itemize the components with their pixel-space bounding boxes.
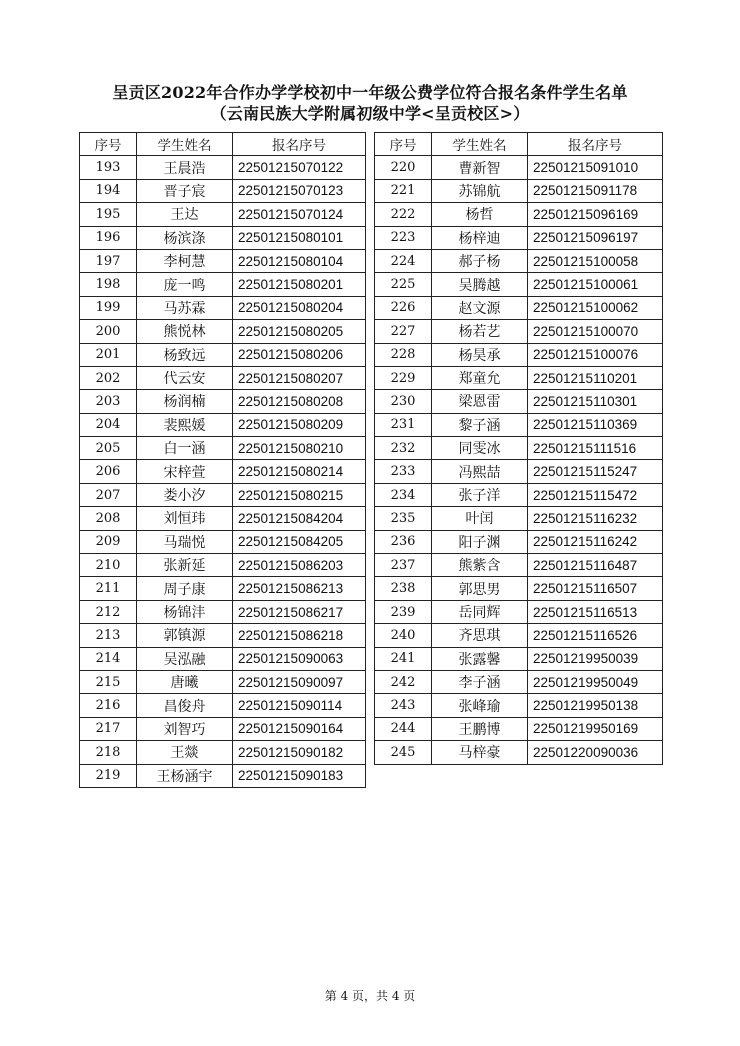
cell-student-name: 齐思琪 bbox=[432, 624, 528, 647]
cell-student-name: 同雯冰 bbox=[432, 437, 528, 460]
table-row bbox=[80, 343, 366, 366]
student-table-right bbox=[374, 132, 663, 765]
table-row bbox=[80, 694, 366, 717]
cell-student-name: 王燚 bbox=[137, 741, 233, 764]
table-row bbox=[80, 273, 366, 296]
cell-student-name: 娄小汐 bbox=[137, 483, 233, 506]
cell-reg-no: 22501215086213 bbox=[233, 577, 366, 600]
table-row bbox=[375, 366, 663, 389]
cell-student-name: 叶闰 bbox=[432, 507, 528, 530]
table-row bbox=[80, 507, 366, 530]
cell-reg-no: 22501215080209 bbox=[233, 413, 366, 436]
cell-student-name: 马瑞悦 bbox=[137, 530, 233, 553]
cell-index: 238 bbox=[375, 577, 432, 600]
table-row bbox=[80, 483, 366, 506]
cell-reg-no: 22501215080214 bbox=[233, 460, 366, 483]
cell-student-name: 郝子杨 bbox=[432, 249, 528, 272]
cell-index: 195 bbox=[80, 203, 137, 226]
cell-reg-no: 22501215080206 bbox=[233, 343, 366, 366]
table-row bbox=[375, 600, 663, 623]
table-row bbox=[375, 156, 663, 179]
cell-index: 243 bbox=[375, 694, 432, 717]
cell-student-name: 庞一鸣 bbox=[137, 273, 233, 296]
cell-index: 231 bbox=[375, 413, 432, 436]
cell-student-name: 吴腾越 bbox=[432, 273, 528, 296]
cell-reg-no: 22501215080215 bbox=[233, 483, 366, 506]
cell-reg-no: 22501215086217 bbox=[233, 600, 366, 623]
table-row bbox=[80, 156, 366, 179]
cell-reg-no: 22501219950049 bbox=[528, 670, 663, 693]
table-row bbox=[375, 554, 663, 577]
cell-index: 198 bbox=[80, 273, 137, 296]
table-row bbox=[80, 320, 366, 343]
cell-index: 221 bbox=[375, 179, 432, 202]
cell-index: 220 bbox=[375, 156, 432, 179]
cell-reg-no: 22501215100058 bbox=[528, 249, 663, 272]
cell-student-name: 杨梓迪 bbox=[432, 226, 528, 249]
cell-index: 242 bbox=[375, 670, 432, 693]
cell-student-name: 王杨涵宇 bbox=[137, 764, 233, 787]
cell-reg-no: 22501215080101 bbox=[233, 226, 366, 249]
cell-reg-no: 22501215080205 bbox=[233, 320, 366, 343]
cell-index: 193 bbox=[80, 156, 137, 179]
cell-reg-no: 22501215100070 bbox=[528, 320, 663, 343]
table-row bbox=[375, 460, 663, 483]
cell-student-name: 冯熙喆 bbox=[432, 460, 528, 483]
cell-student-name: 王晨浩 bbox=[137, 156, 233, 179]
cell-reg-no: 22501215080201 bbox=[233, 273, 366, 296]
table-row bbox=[80, 460, 366, 483]
cell-index: 228 bbox=[375, 343, 432, 366]
cell-reg-no: 22501215116242 bbox=[528, 530, 663, 553]
document-title: 呈贡区2022年合作办学学校初中一年级公费学位符合报名条件学生名单 bbox=[112, 83, 628, 102]
table-row bbox=[375, 437, 663, 460]
cell-index: 208 bbox=[80, 507, 137, 530]
table-row bbox=[80, 647, 366, 670]
cell-student-name: 马苏霖 bbox=[137, 296, 233, 319]
cell-index: 194 bbox=[80, 179, 137, 202]
cell-student-name: 黎子涵 bbox=[432, 413, 528, 436]
cell-index: 214 bbox=[80, 647, 137, 670]
table-row bbox=[375, 296, 663, 319]
cell-student-name: 杨昊承 bbox=[432, 343, 528, 366]
cell-student-name: 昌俊舟 bbox=[137, 694, 233, 717]
cell-reg-no: 22501215090164 bbox=[233, 717, 366, 740]
cell-reg-no: 22501215096169 bbox=[528, 203, 663, 226]
cell-index: 219 bbox=[80, 764, 137, 787]
cell-index: 197 bbox=[80, 249, 137, 272]
table-row bbox=[80, 296, 366, 319]
table-row bbox=[375, 647, 663, 670]
cell-student-name: 岳同辉 bbox=[432, 600, 528, 623]
cell-index: 217 bbox=[80, 717, 137, 740]
cell-reg-no: 22501215070123 bbox=[233, 179, 366, 202]
cell-index: 222 bbox=[375, 203, 432, 226]
table-row bbox=[80, 764, 366, 787]
cell-student-name: 马梓豪 bbox=[432, 741, 528, 764]
cell-reg-no: 22501215100062 bbox=[528, 296, 663, 319]
cell-student-name: 郑童允 bbox=[432, 366, 528, 389]
table-row bbox=[80, 249, 366, 272]
table-row bbox=[80, 203, 366, 226]
table-row bbox=[80, 670, 366, 693]
cell-index: 207 bbox=[80, 483, 137, 506]
cell-student-name: 李子涵 bbox=[432, 670, 528, 693]
cell-student-name: 张峰瑜 bbox=[432, 694, 528, 717]
table-row bbox=[375, 343, 663, 366]
cell-index: 206 bbox=[80, 460, 137, 483]
table-row bbox=[375, 179, 663, 202]
table-row bbox=[80, 741, 366, 764]
cell-student-name: 阳子渊 bbox=[432, 530, 528, 553]
cell-student-name: 李柯慧 bbox=[137, 249, 233, 272]
cell-student-name: 杨哲 bbox=[432, 203, 528, 226]
cell-student-name: 白一涵 bbox=[137, 437, 233, 460]
table-row bbox=[80, 437, 366, 460]
cell-reg-no: 22501215070124 bbox=[233, 203, 366, 226]
table-row bbox=[80, 624, 366, 647]
table-row bbox=[375, 670, 663, 693]
column-header-reg-no: 报名序号 bbox=[233, 133, 366, 156]
cell-reg-no: 22501215111516 bbox=[528, 437, 663, 460]
cell-index: 235 bbox=[375, 507, 432, 530]
cell-reg-no: 22501215070122 bbox=[233, 156, 366, 179]
table-row bbox=[375, 320, 663, 343]
cell-student-name: 裴熙媛 bbox=[137, 413, 233, 436]
cell-index: 210 bbox=[80, 554, 137, 577]
cell-reg-no: 22501215090097 bbox=[233, 670, 366, 693]
cell-index: 196 bbox=[80, 226, 137, 249]
table-row bbox=[80, 600, 366, 623]
cell-reg-no: 22501215116232 bbox=[528, 507, 663, 530]
cell-reg-no: 22501215086218 bbox=[233, 624, 366, 647]
table-row bbox=[375, 413, 663, 436]
table-row bbox=[80, 226, 366, 249]
table-row bbox=[375, 273, 663, 296]
table-header-row bbox=[80, 133, 366, 156]
cell-reg-no: 22501215080204 bbox=[233, 296, 366, 319]
cell-student-name: 周子康 bbox=[137, 577, 233, 600]
cell-index: 227 bbox=[375, 320, 432, 343]
cell-reg-no: 22501220090036 bbox=[528, 741, 663, 764]
cell-index: 209 bbox=[80, 530, 137, 553]
cell-student-name: 杨滨涤 bbox=[137, 226, 233, 249]
cell-index: 223 bbox=[375, 226, 432, 249]
cell-index: 200 bbox=[80, 320, 137, 343]
table-header-row bbox=[375, 133, 663, 156]
cell-reg-no: 22501215091010 bbox=[528, 156, 663, 179]
cell-reg-no: 22501215086203 bbox=[233, 554, 366, 577]
cell-reg-no: 22501215090114 bbox=[233, 694, 366, 717]
student-table-left bbox=[79, 132, 366, 788]
cell-student-name: 杨润楠 bbox=[137, 390, 233, 413]
cell-reg-no: 22501215116507 bbox=[528, 577, 663, 600]
cell-reg-no: 22501215110369 bbox=[528, 413, 663, 436]
cell-student-name: 张新延 bbox=[137, 554, 233, 577]
cell-student-name: 赵文源 bbox=[432, 296, 528, 319]
cell-index: 212 bbox=[80, 600, 137, 623]
table-row bbox=[375, 390, 663, 413]
cell-student-name: 郭思男 bbox=[432, 577, 528, 600]
table-row bbox=[80, 530, 366, 553]
cell-index: 202 bbox=[80, 366, 137, 389]
table-row bbox=[375, 530, 663, 553]
cell-reg-no: 22501215115247 bbox=[528, 460, 663, 483]
cell-reg-no: 22501215096197 bbox=[528, 226, 663, 249]
page-number: 第 4 页，共 4 页 bbox=[324, 989, 416, 1003]
cell-index: 215 bbox=[80, 670, 137, 693]
cell-reg-no: 22501215080210 bbox=[233, 437, 366, 460]
table-row bbox=[80, 366, 366, 389]
cell-index: 230 bbox=[375, 390, 432, 413]
cell-student-name: 张露馨 bbox=[432, 647, 528, 670]
cell-reg-no: 22501215116487 bbox=[528, 554, 663, 577]
cell-index: 232 bbox=[375, 437, 432, 460]
cell-index: 244 bbox=[375, 717, 432, 740]
table-row bbox=[375, 483, 663, 506]
cell-student-name: 杨致远 bbox=[137, 343, 233, 366]
table-row bbox=[80, 554, 366, 577]
cell-index: 236 bbox=[375, 530, 432, 553]
table-row bbox=[375, 741, 663, 764]
cell-reg-no: 22501215116513 bbox=[528, 600, 663, 623]
cell-index: 241 bbox=[375, 647, 432, 670]
cell-student-name: 王达 bbox=[137, 203, 233, 226]
cell-student-name: 吴泓融 bbox=[137, 647, 233, 670]
cell-index: 205 bbox=[80, 437, 137, 460]
column-header-reg-no: 报名序号 bbox=[528, 133, 663, 156]
cell-student-name: 宋梓萱 bbox=[137, 460, 233, 483]
cell-index: 245 bbox=[375, 741, 432, 764]
cell-reg-no: 22501215084205 bbox=[233, 530, 366, 553]
cell-student-name: 刘恒玮 bbox=[137, 507, 233, 530]
cell-index: 226 bbox=[375, 296, 432, 319]
cell-index: 204 bbox=[80, 413, 137, 436]
cell-index: 234 bbox=[375, 483, 432, 506]
table-row bbox=[80, 577, 366, 600]
table-row bbox=[80, 413, 366, 436]
table-row bbox=[80, 390, 366, 413]
cell-reg-no: 22501215090182 bbox=[233, 741, 366, 764]
cell-index: 213 bbox=[80, 624, 137, 647]
cell-reg-no: 22501215080207 bbox=[233, 366, 366, 389]
column-header-name: 学生姓名 bbox=[137, 133, 233, 156]
cell-index: 233 bbox=[375, 460, 432, 483]
cell-reg-no: 22501219950039 bbox=[528, 647, 663, 670]
cell-student-name: 唐曦 bbox=[137, 670, 233, 693]
cell-index: 225 bbox=[375, 273, 432, 296]
cell-index: 216 bbox=[80, 694, 137, 717]
cell-reg-no: 22501215100076 bbox=[528, 343, 663, 366]
table-row bbox=[375, 694, 663, 717]
cell-reg-no: 22501215100061 bbox=[528, 273, 663, 296]
table-row bbox=[375, 249, 663, 272]
cell-student-name: 晋子宸 bbox=[137, 179, 233, 202]
cell-reg-no: 22501215090063 bbox=[233, 647, 366, 670]
cell-index: 224 bbox=[375, 249, 432, 272]
cell-student-name: 郭镇源 bbox=[137, 624, 233, 647]
cell-reg-no: 22501215115472 bbox=[528, 483, 663, 506]
cell-student-name: 曹新智 bbox=[432, 156, 528, 179]
table-row bbox=[80, 717, 366, 740]
cell-index: 211 bbox=[80, 577, 137, 600]
cell-index: 237 bbox=[375, 554, 432, 577]
table-row bbox=[375, 226, 663, 249]
table-row bbox=[80, 179, 366, 202]
cell-reg-no: 22501219950169 bbox=[528, 717, 663, 740]
cell-reg-no: 22501215090183 bbox=[233, 764, 366, 787]
cell-student-name: 刘智巧 bbox=[137, 717, 233, 740]
cell-index: 240 bbox=[375, 624, 432, 647]
document-subtitle: （云南民族大学附属初级中学<呈贡校区>） bbox=[210, 104, 530, 123]
student-table-left-body bbox=[80, 156, 366, 788]
cell-reg-no: 22501215116526 bbox=[528, 624, 663, 647]
cell-index: 239 bbox=[375, 600, 432, 623]
cell-student-name: 代云安 bbox=[137, 366, 233, 389]
column-header-index: 序号 bbox=[375, 133, 432, 156]
cell-reg-no: 22501215110201 bbox=[528, 366, 663, 389]
cell-student-name: 张子洋 bbox=[432, 483, 528, 506]
cell-index: 199 bbox=[80, 296, 137, 319]
table-row bbox=[375, 577, 663, 600]
cell-index: 229 bbox=[375, 366, 432, 389]
column-header-index: 序号 bbox=[80, 133, 137, 156]
cell-index: 218 bbox=[80, 741, 137, 764]
cell-reg-no: 22501215110301 bbox=[528, 390, 663, 413]
cell-reg-no: 22501215084204 bbox=[233, 507, 366, 530]
cell-student-name: 杨锦沣 bbox=[137, 600, 233, 623]
table-row bbox=[375, 507, 663, 530]
cell-index: 203 bbox=[80, 390, 137, 413]
table-row bbox=[375, 624, 663, 647]
cell-student-name: 杨若艺 bbox=[432, 320, 528, 343]
cell-reg-no: 22501219950138 bbox=[528, 694, 663, 717]
column-header-name: 学生姓名 bbox=[432, 133, 528, 156]
cell-student-name: 苏锦航 bbox=[432, 179, 528, 202]
cell-student-name: 熊悦林 bbox=[137, 320, 233, 343]
cell-reg-no: 22501215091178 bbox=[528, 179, 663, 202]
cell-reg-no: 22501215080104 bbox=[233, 249, 366, 272]
cell-reg-no: 22501215080208 bbox=[233, 390, 366, 413]
student-table-right-body bbox=[375, 156, 663, 764]
table-row bbox=[375, 717, 663, 740]
cell-student-name: 梁恩雷 bbox=[432, 390, 528, 413]
table-row bbox=[375, 203, 663, 226]
cell-index: 201 bbox=[80, 343, 137, 366]
cell-student-name: 熊紫含 bbox=[432, 554, 528, 577]
cell-student-name: 王鹏博 bbox=[432, 717, 528, 740]
